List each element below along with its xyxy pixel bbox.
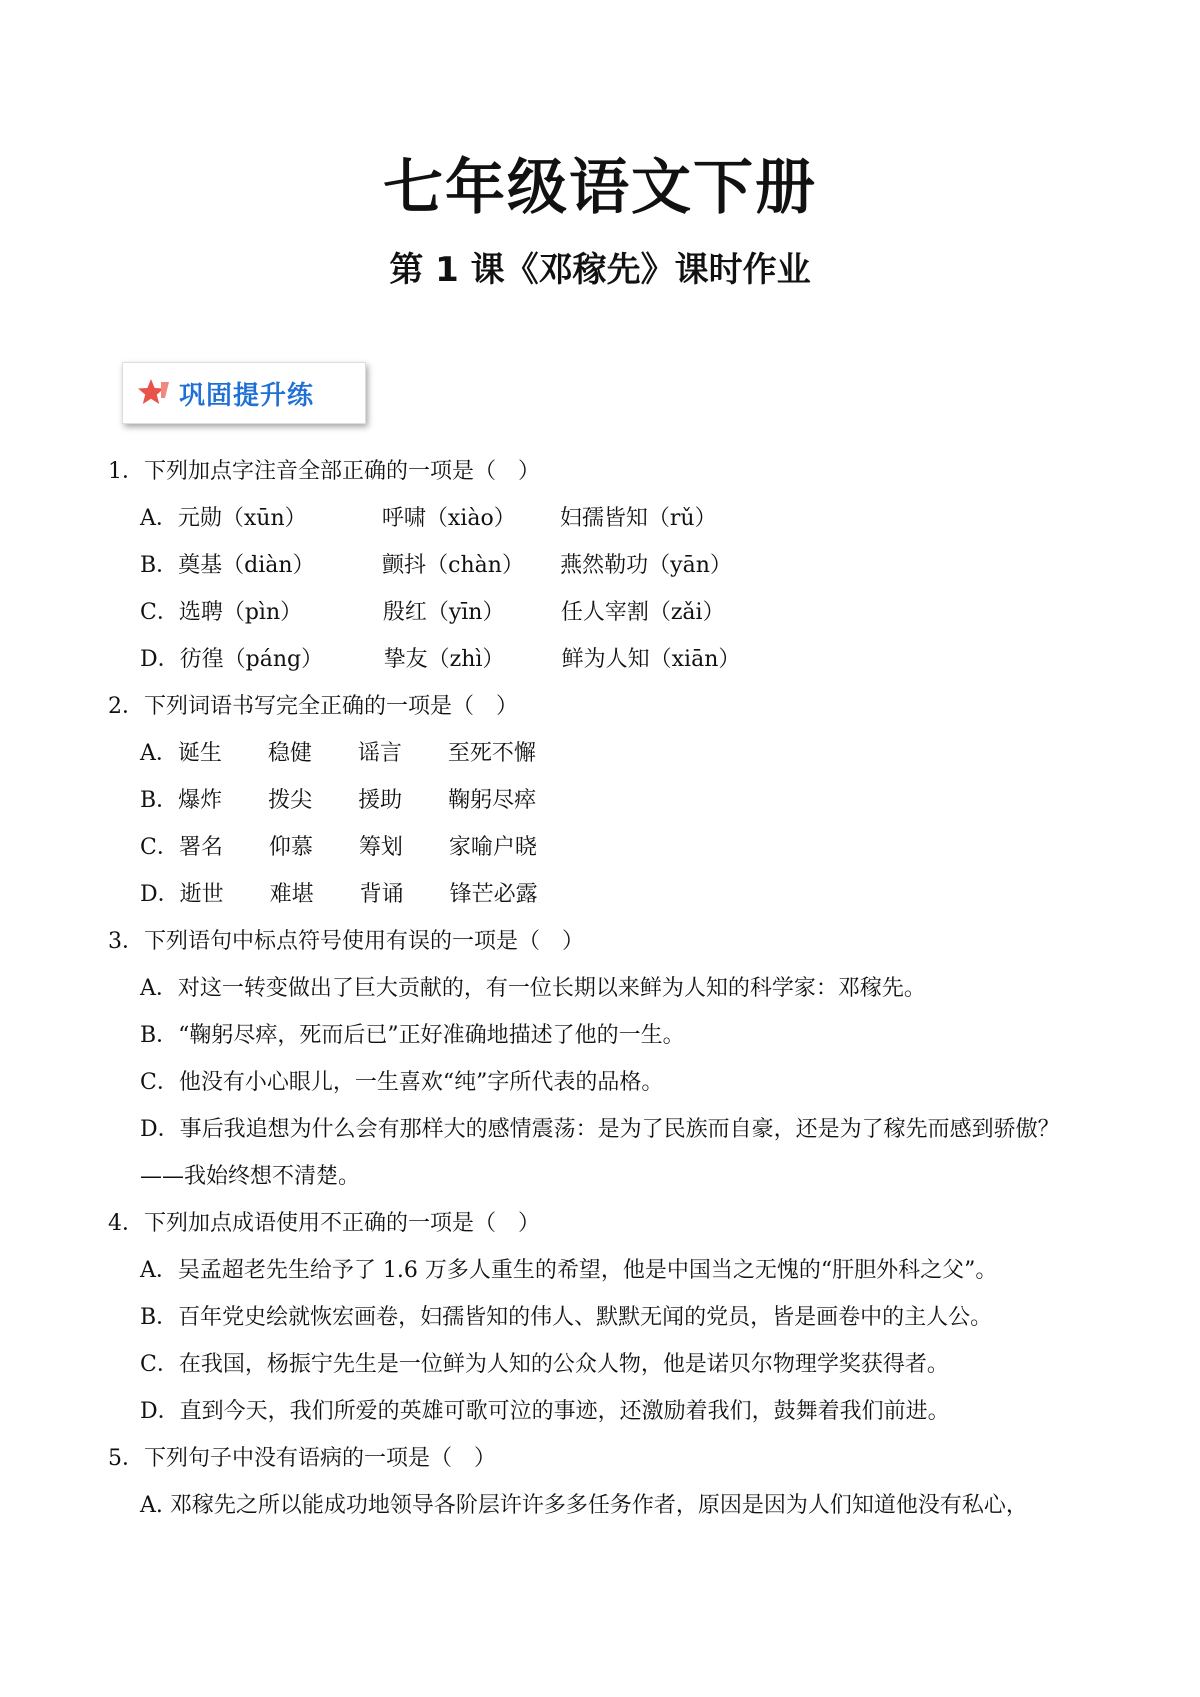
option-item: 奠基（diàn） (178, 553, 315, 578)
question-stem: 4．下列加点成语使用不正确的一项是（ ） (108, 1211, 540, 1236)
section-badge (122, 362, 366, 424)
page-title: 七年级语文下册 (383, 153, 817, 223)
option-item: 筹划 (358, 835, 403, 860)
option-item: 仰慕 (268, 835, 313, 860)
option-item: 元勋（xūn） (177, 506, 307, 531)
option-row: C．在我国，杨振宁先生是一位鲜为人知的公众人物，他是诺贝尔物理学奖获得者。 (140, 1352, 949, 1377)
option-item: 诞生 (177, 741, 222, 766)
option-item: 难堪 (269, 882, 314, 907)
option-item: 背诵 (359, 882, 404, 907)
question-stem: 3．下列语句中标点符号使用有误的一项是（ ） (108, 929, 584, 954)
option-item: 妇孺皆知（rǔ） (559, 506, 717, 531)
option-letter: B． (140, 788, 179, 813)
star-icon (137, 378, 171, 408)
option-letter: D． (140, 647, 180, 672)
option-item: 稳健 (267, 741, 312, 766)
section-label: 巩固提升练 (179, 380, 315, 411)
option-item: 拨尖 (268, 788, 313, 813)
page-subtitle: 第 1 课《邓稼先》课时作业 (389, 250, 811, 290)
option-letter: A． (140, 741, 178, 766)
option-letter: C． (140, 835, 179, 860)
option-letter: B． (140, 553, 179, 578)
option-item: 呼啸（xiào） (381, 506, 516, 531)
option-row: A．对这一转变做出了巨大贡献的，有一位长期以来鲜为人知的科学家：邓稼先。 (140, 976, 926, 1001)
option-item: 殷红（yīn） (382, 600, 505, 625)
question-stem: 2．下列词语书写完全正确的一项是（ ） (108, 694, 518, 719)
option-row: A．吴孟超老先生给予了 1.6 万多人重生的希望，他是中国当之无愧的“肝胆外科之父”。 (140, 1258, 998, 1283)
option-row: B．百年党史绘就恢宏画卷，妇孺皆知的伟人、默默无闻的党员，皆是画卷中的主人公。 (140, 1305, 993, 1330)
option-item: 爆炸 (178, 788, 223, 813)
option-row: C．他没有小心眼儿，一生喜欢“纯”字所代表的品格。 (140, 1070, 664, 1095)
option-row: D．事后我追想为什么会有那样大的感情震荡：是为了民族而自豪，还是为了稼先而感到骄傲？——我始终想不清楚。 (140, 1117, 1060, 1189)
option-row: A. 邓稼先之所以能成功地领导各阶层许许多多任务作者，原因是因为人们知道他没有私心， (140, 1493, 1028, 1518)
question-list (108, 448, 1098, 1529)
option-item: 燕然勒功（yān） (560, 553, 732, 578)
option-item: 彷徨（páng） (179, 647, 324, 672)
option-item: 挚友（zhì） (383, 647, 505, 672)
option-row (108, 824, 1098, 871)
option-row: B．“鞠躬尽瘁，死而后已”正好准确地描述了他的一生。 (140, 1023, 685, 1048)
option-row (108, 589, 1098, 636)
option-item: 至死不懈 (447, 741, 536, 766)
option-row (108, 542, 1098, 589)
option-item: 鞠躬尽瘁 (448, 788, 537, 813)
option-row (108, 730, 1098, 777)
option-row (108, 636, 1098, 683)
option-item: 署名 (178, 835, 223, 860)
option-letter: D． (140, 882, 180, 907)
option-item: 逝世 (179, 882, 224, 907)
option-letter: A． (140, 506, 178, 531)
option-row (108, 777, 1098, 824)
option-item: 援助 (358, 788, 403, 813)
question-stem: 5．下列句子中没有语病的一项是（ ） (108, 1446, 496, 1471)
option-item: 鲜为人知（xiān） (561, 647, 741, 672)
option-row (108, 495, 1098, 542)
option-row: D．直到今天，我们所爱的英雄可歌可泣的事迹，还激励着我们，鼓舞着我们前进。 (140, 1399, 950, 1424)
option-row (108, 871, 1098, 918)
option-item: 谣言 (357, 741, 402, 766)
option-item: 颤抖（chàn） (382, 553, 524, 578)
option-item: 家喻户晓 (448, 835, 537, 860)
option-item: 任人宰割（zǎi） (560, 600, 725, 625)
option-item: 锋芒必露 (449, 882, 538, 907)
option-item: 选聘（pìn） (178, 600, 303, 625)
question-stem: 1．下列加点字注音全部正确的一项是（ ） (108, 459, 540, 484)
option-letter: C． (140, 600, 179, 625)
